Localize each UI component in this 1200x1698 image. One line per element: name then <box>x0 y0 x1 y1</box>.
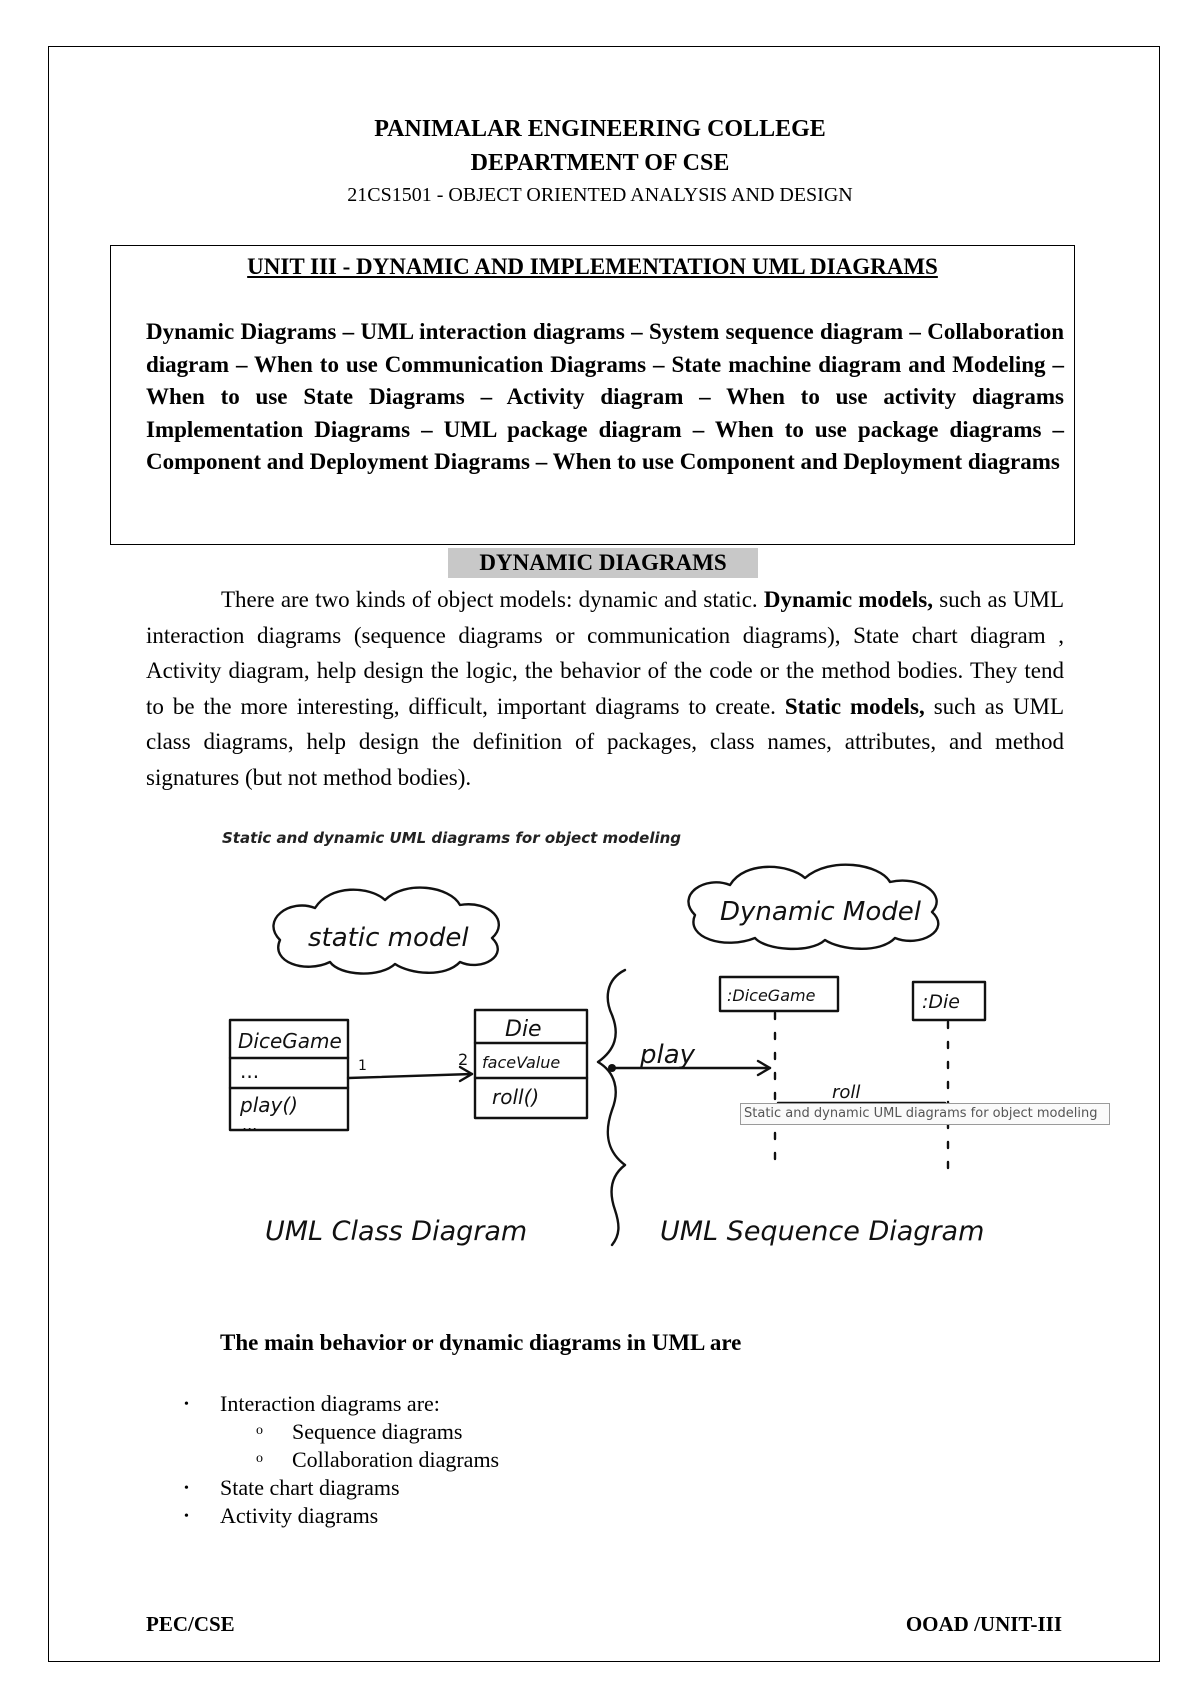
dicegame-class-name: DiceGame <box>238 1029 342 1053</box>
figure-caption: Static and dynamic UML diagrams for object modeling <box>222 829 682 847</box>
dicegame-class-op: play() <box>240 1093 298 1117</box>
syllabus-topics: Dynamic Diagrams – UML interaction diagrams – System sequence diagram – Collaboration diagram – When to use Communication Diagrams – State machine diagram and Modeling –When to use State Diagrams – Activity diagram – When to use activity diagrams Implementation Diagrams – UML package diagram – When to use package diagrams – Component and Deployment Diagrams – When to use Component and Deployment diagrams <box>146 319 1064 474</box>
course-title: 21CS1501 - OBJECT ORIENTED ANALYSIS AND DESIGN <box>347 184 853 206</box>
die-lifeline-label: :Die <box>922 991 960 1013</box>
bullet-main: • <box>184 1397 189 1412</box>
class-diagram-label: UML Class Diagram <box>265 1216 528 1247</box>
bullet-main: • <box>184 1509 189 1524</box>
intro-text-3: such as UML class diagrams, help design the definition of packages, class names, attributes, and method signatures (but not method bodies). <box>146 693 1064 790</box>
uml-figure <box>220 850 1120 1290</box>
bullet-sub: o <box>256 1423 263 1438</box>
footer-left: PEC/CSE <box>146 1612 235 1636</box>
list-item: Interaction diagrams are: <box>220 1391 440 1416</box>
list-item: Activity diagrams <box>220 1503 379 1528</box>
list-item: Sequence diagrams <box>292 1419 463 1444</box>
dynamic-cloud-label: Dynamic Model <box>720 897 921 927</box>
die-class-name: Die <box>505 1017 542 1042</box>
college-name: PANIMALAR ENGINEERING COLLEGE <box>374 116 826 142</box>
bullet-main: • <box>184 1481 189 1496</box>
figure-tooltip: Static and dynamic UML diagrams for object modeling <box>740 1103 1110 1125</box>
footer-right: OOAD /UNIT-III <box>905 1612 1062 1636</box>
die-class-op: roll() <box>492 1085 540 1109</box>
play-message-label: play <box>640 1040 696 1070</box>
multiplicity-1: 1 <box>358 1058 367 1074</box>
unit-title: UNIT III - DYNAMIC AND IMPLEMENTATION UML DIAGRAMS <box>247 254 938 279</box>
dicegame-lifeline-label: :DiceGame <box>727 986 816 1005</box>
association-line <box>348 1074 472 1078</box>
roll-message-label: roll <box>832 1082 861 1103</box>
dynamic-models-term: Dynamic models, <box>763 587 933 612</box>
intro-paragraph <box>146 582 1064 795</box>
bullet-sub: o <box>256 1451 263 1466</box>
static-models-term: Static models, <box>784 693 925 719</box>
brace-separator <box>598 970 625 1245</box>
list-item: Collaboration diagrams <box>292 1447 500 1472</box>
die-class-attr: faceValue <box>482 1053 561 1072</box>
static-cloud-label: static model <box>308 923 469 953</box>
section-heading: DYNAMIC DIAGRAMS <box>448 548 758 578</box>
intro-text-1: There are two kinds of object models: dynamic and static. <box>221 587 758 612</box>
behavior-intro: The main behavior or dynamic diagrams in UML are <box>220 1330 742 1355</box>
dicegame-class-attr: ... <box>240 1059 260 1083</box>
list-item: State chart diagrams <box>220 1475 400 1500</box>
intro-text-2: such as UML interaction diagrams (sequence diagrams or communication diagrams), State chart diagram , Activity diagram, help design the logic, the behavior of the code or the method bodies. They tend to be the more interesting, difficult, important diagrams to create. <box>146 587 1065 719</box>
multiplicity-2: 2 <box>458 1050 469 1069</box>
syllabus-box <box>110 245 1075 545</box>
department-name: DEPARTMENT OF CSE <box>470 150 730 176</box>
sequence-diagram-label: UML Sequence Diagram <box>660 1216 985 1247</box>
dicegame-class-op2: ... <box>242 1115 258 1134</box>
